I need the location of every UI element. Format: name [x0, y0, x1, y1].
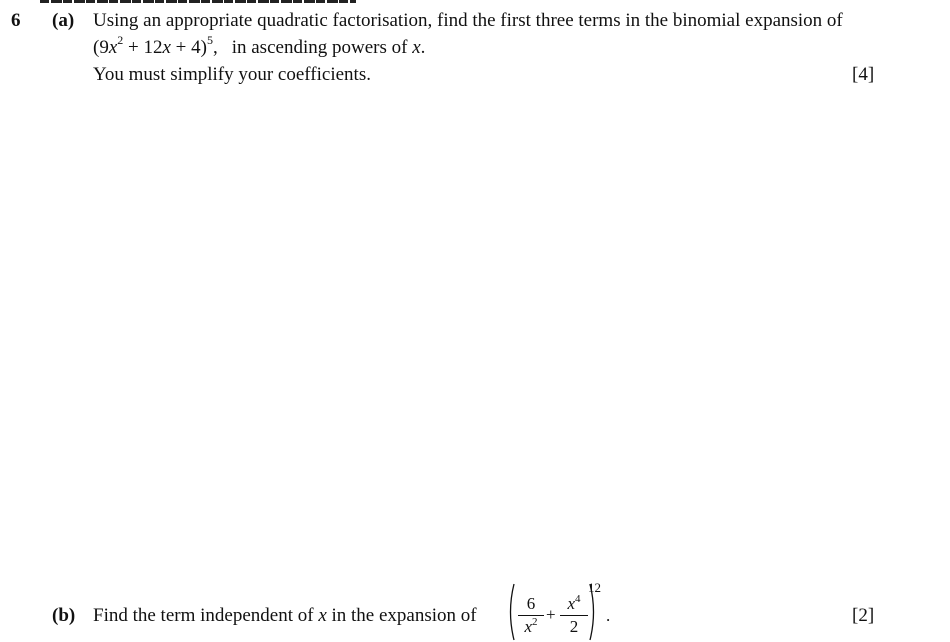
part-a-line2-suffix: in ascending powers of	[231, 37, 408, 58]
part-a-line2-period: .	[420, 37, 426, 58]
outer-exponent: 12	[588, 580, 601, 595]
part-a-line2-var: x	[412, 37, 421, 58]
part-a-marks: [4]	[852, 64, 875, 85]
expr-comma: ,	[212, 37, 218, 58]
frac1-denominator	[518, 617, 544, 637]
part-b-text-after: in the expansion of	[331, 605, 477, 626]
frac1-den-exp: 2	[532, 616, 538, 628]
frac2-bar	[560, 615, 588, 616]
expr-exp1: 2	[117, 33, 124, 47]
frac1-den-var: x	[524, 617, 533, 636]
fraction-x4-over-2	[560, 594, 588, 637]
part-b-text-before: Find the term independent of	[93, 605, 314, 626]
frac2-num-var: x	[567, 594, 576, 613]
expr-x2: x	[162, 37, 171, 58]
expr-mid: + 12	[123, 37, 163, 58]
expr-period: .	[606, 606, 611, 625]
part-b-text	[93, 604, 477, 628]
expr-close: + 4)	[170, 37, 207, 58]
expr-open: (9	[93, 37, 109, 58]
frac2-denominator: 2	[569, 617, 579, 636]
part-a-expression-line	[93, 33, 426, 61]
expr-exp2: 5	[206, 33, 213, 47]
top-border-rule	[40, 0, 356, 3]
left-big-parenthesis	[506, 583, 516, 641]
part-b-marks: [2]	[852, 605, 875, 626]
plus-sign: +	[546, 605, 556, 624]
part-a-line1: Using an appropriate quadratic factorisation, find the first three terms in the binomial expansion of	[93, 10, 843, 31]
frac2-numerator	[560, 594, 588, 614]
part-b-label: (b)	[52, 605, 76, 626]
frac1-numerator: 6	[526, 594, 536, 613]
part-a-label: (a)	[52, 10, 75, 31]
frac1-bar	[518, 615, 544, 616]
frac2-num-exp: 4	[575, 593, 581, 605]
part-b-text-var: x	[318, 605, 327, 626]
expr-x1: x	[108, 37, 118, 58]
part-b-fraction-expression	[506, 580, 616, 642]
question-number: 6	[11, 10, 21, 31]
part-a-line3: You must simplify your coefficients.	[93, 64, 371, 85]
fraction-6-over-x2	[518, 594, 544, 637]
